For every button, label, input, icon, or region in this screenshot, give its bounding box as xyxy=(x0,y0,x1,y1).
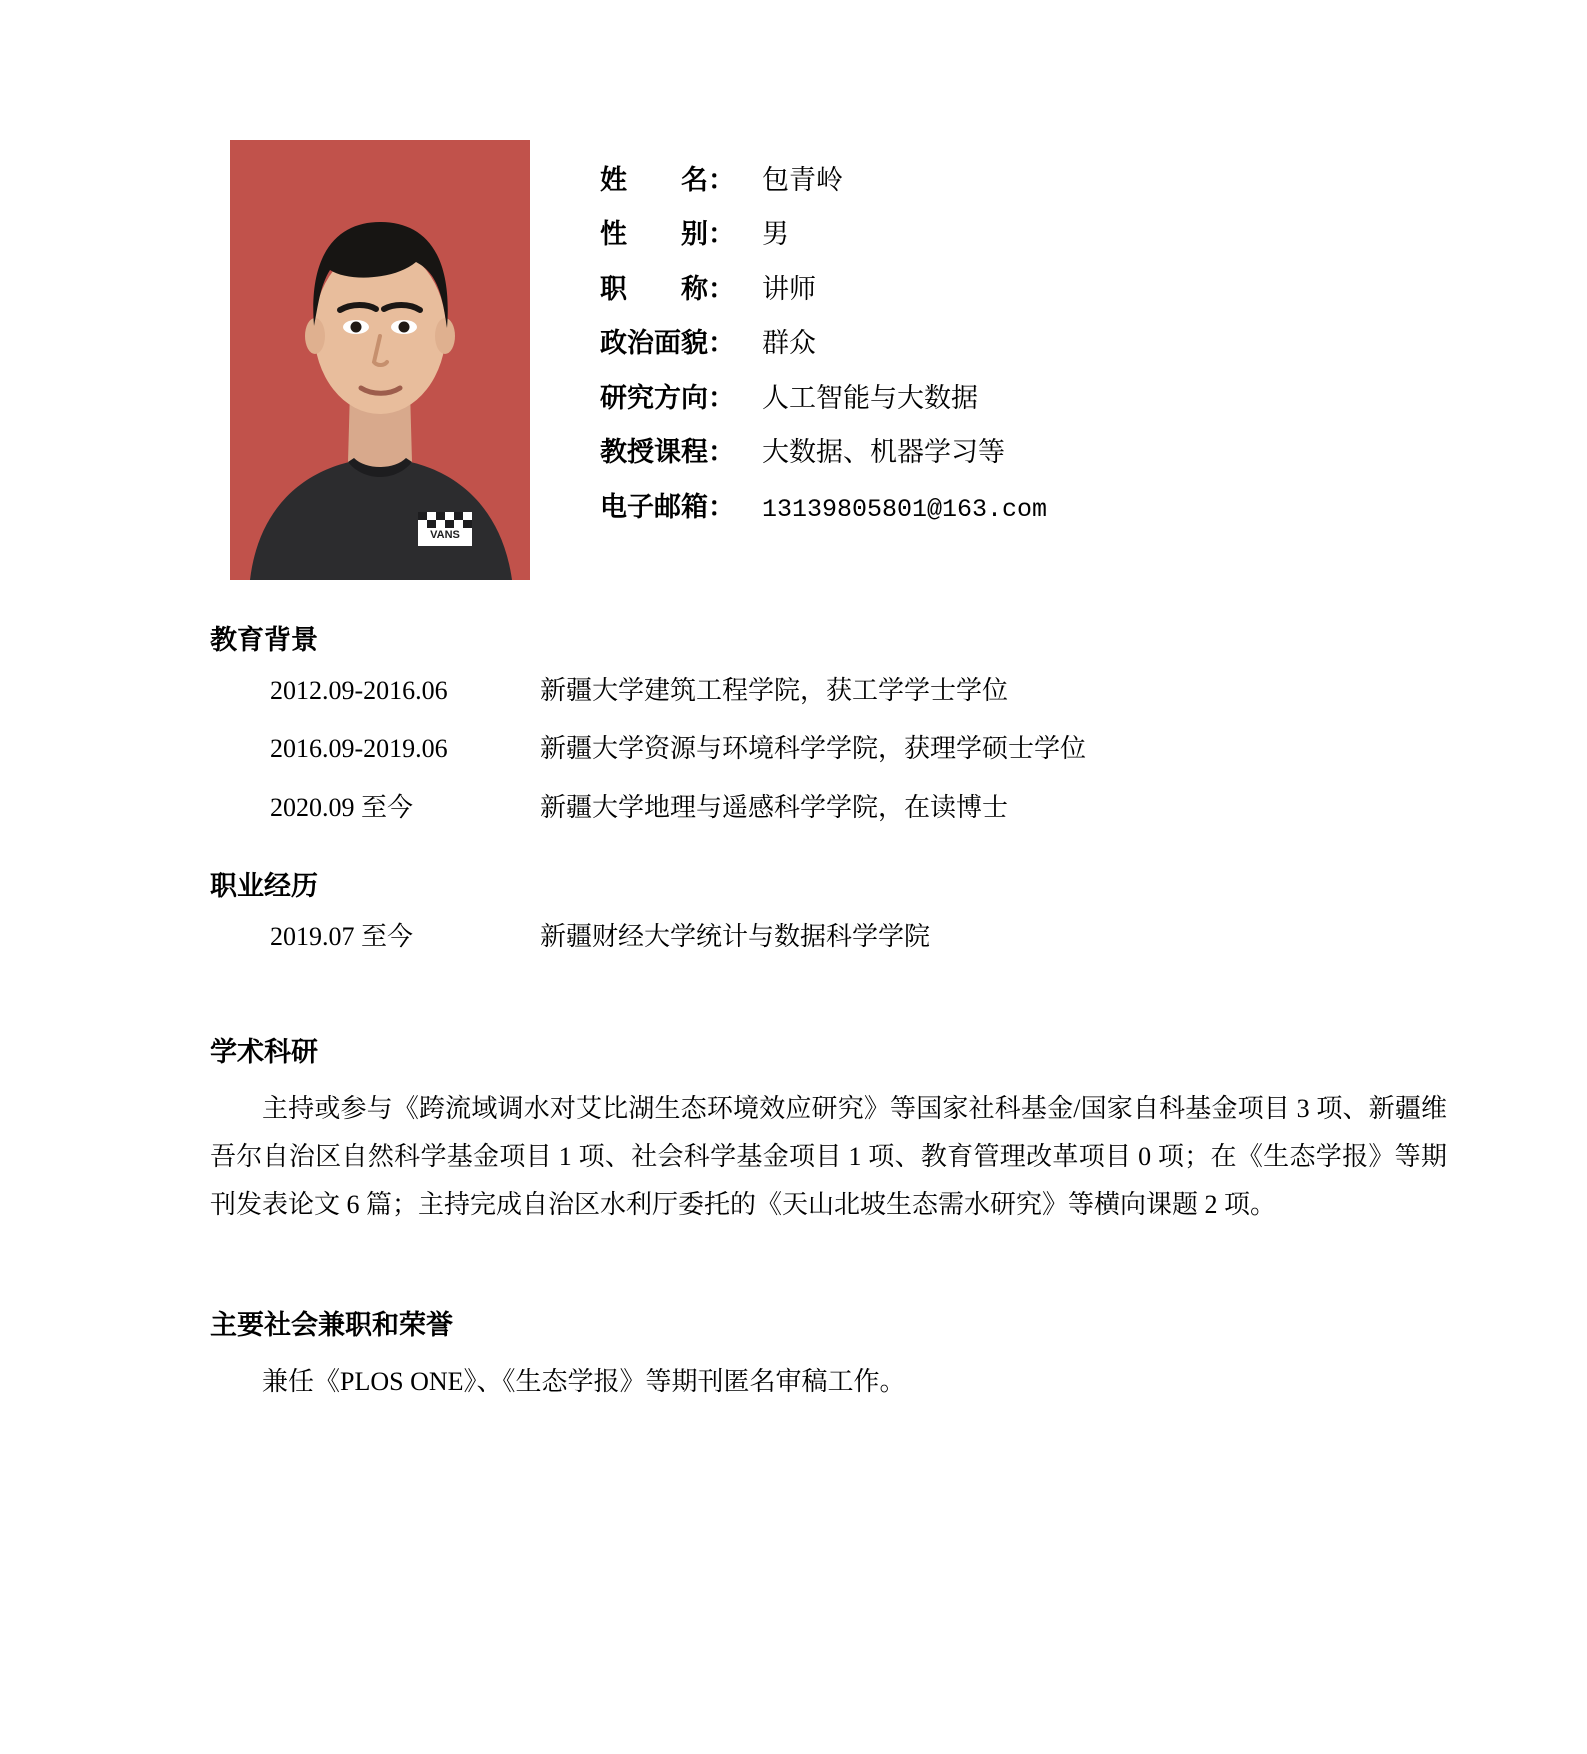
section-title-research: 学术科研 xyxy=(210,1036,318,1067)
info-value: 讲师 xyxy=(762,273,816,304)
info-row-courses xyxy=(600,434,1047,470)
info-row-email xyxy=(600,489,1047,527)
info-row-research-area xyxy=(600,380,1047,416)
info-value: 群众 xyxy=(762,328,816,359)
entry-date: 2016.09-2019.06 xyxy=(270,734,448,764)
entry-text: 新疆大学建筑工程学院，获工学学士学位 xyxy=(540,676,1009,705)
email-value: 13139805801@163.com xyxy=(762,494,1048,524)
research-body: 主持或参与《跨流域调水对艾比湖生态环境效应研究》等国家社科基金/国家自科基金项目 3 项、新疆维吾尔自治区自然科学基金项目 1 项、社会科学基金项目 1 项、教育管理改革项目 0 项；在《生态学报》等期刊发表论文 6 篇；主持完成自治区水利厅委托的《天山北坡生态需水研究》等横向课题 2 项。 xyxy=(210,1093,1447,1219)
info-value: 人工智能与大数据 xyxy=(762,382,978,413)
section-research xyxy=(120,1030,1467,1229)
entry-date: 2012.09-2016.06 xyxy=(270,676,448,705)
info-label: 政治面貌： xyxy=(600,328,735,359)
section-social xyxy=(120,1303,1467,1406)
section-career xyxy=(120,864,1467,955)
entry-text: 新疆财经大学统计与数据科学学院 xyxy=(540,922,931,952)
education-item xyxy=(270,673,1467,709)
info-label: 教授课程： xyxy=(600,437,735,468)
education-item xyxy=(270,731,1467,767)
section-title-career: 职业经历 xyxy=(210,871,318,902)
info-row-gender xyxy=(600,216,1047,252)
entry-date: 2020.09 至今 xyxy=(270,792,414,822)
info-label: 研究方向： xyxy=(600,382,735,413)
info-value: 包青岭 xyxy=(762,165,843,195)
social-body: 兼任《PLOS ONE》、《生态学报》等期刊匿名审稿工作。 xyxy=(262,1366,906,1396)
portrait-photo xyxy=(230,140,530,580)
info-label: 电子邮箱： xyxy=(600,491,735,522)
info-label: 职 称： xyxy=(600,273,735,304)
profile-header xyxy=(230,140,1467,580)
info-value: 男 xyxy=(762,219,789,250)
info-row-title xyxy=(600,271,1047,307)
info-label: 性 别： xyxy=(600,219,735,250)
section-title-education: 教育背景 xyxy=(210,625,318,655)
section-title-social: 主要社会兼职和荣誉 xyxy=(210,1309,453,1340)
education-item xyxy=(270,790,1467,826)
info-row-name xyxy=(600,162,1047,198)
entry-text: 新疆大学资源与环境科学学院，获理学硕士学位 xyxy=(540,734,1087,764)
entry-text: 新疆大学地理与遥感科学学院，在读博士 xyxy=(540,792,1009,822)
info-label: 姓 名： xyxy=(600,165,735,195)
info-value: 大数据、机器学习等 xyxy=(762,437,1005,468)
entry-date: 2019.07 至今 xyxy=(270,922,414,952)
career-item xyxy=(270,919,1467,955)
profile-info xyxy=(600,140,1047,544)
svg-text:VANS: VANS xyxy=(430,529,460,541)
section-education xyxy=(120,618,1467,826)
info-row-political-status xyxy=(600,325,1047,361)
